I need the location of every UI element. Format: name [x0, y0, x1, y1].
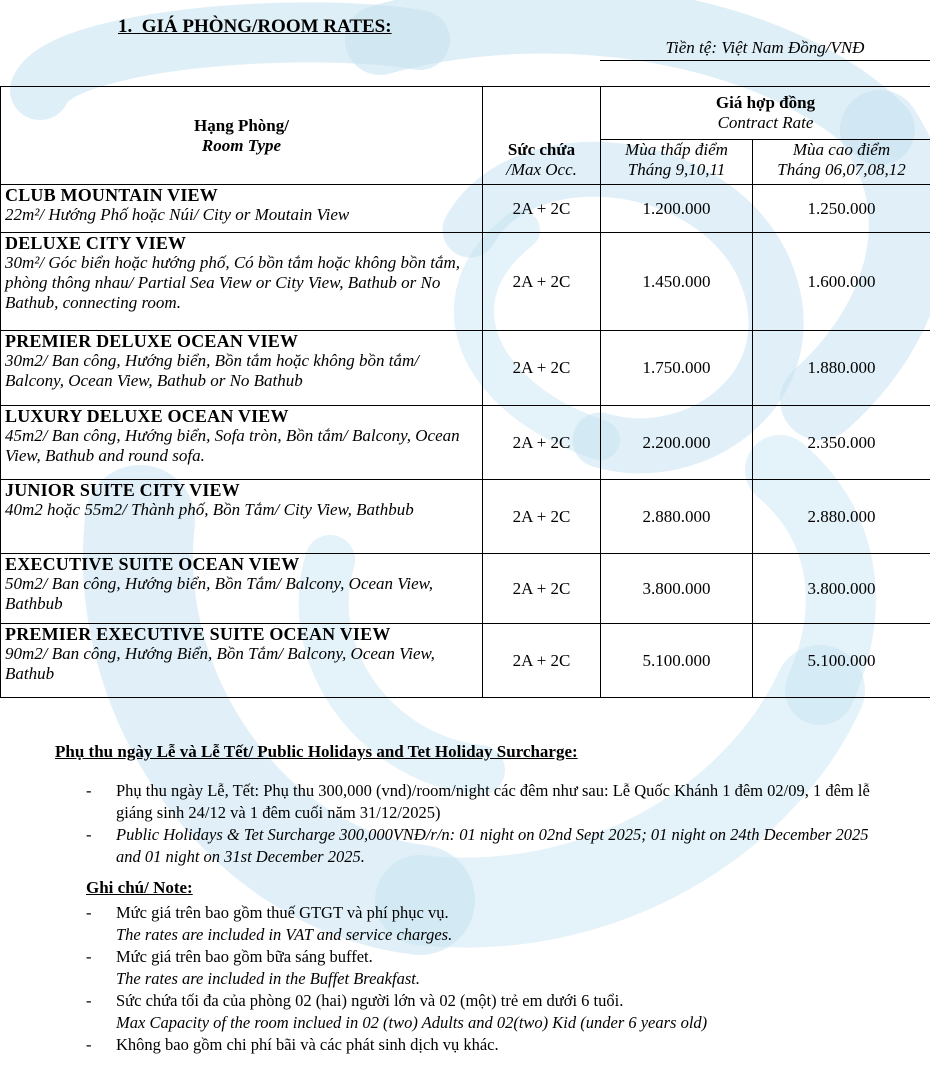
high-season-price: 1.250.000: [753, 185, 930, 233]
high-season-price: 2.880.000: [753, 480, 930, 554]
header-contract-rate: Giá hợp đồng Contract Rate: [601, 87, 930, 140]
note-vi: - Không bao gồm chi phí bãi và các phát sinh dịch vụ khác.: [116, 1035, 499, 1054]
high-season-price: 5.100.000: [753, 624, 930, 698]
room-description: 50m2/ Ban công, Hướng biển, Bồn Tắm/ Balcony, Ocean View, Bathbub: [5, 574, 434, 613]
table-row: [1, 406, 930, 480]
occupancy-cell: 2A + 2C: [483, 554, 601, 624]
room-cell: [1, 624, 483, 698]
occupancy-cell: 2A + 2C: [483, 185, 601, 233]
room-cell: [1, 233, 483, 331]
occupancy-cell: 2A + 2C: [483, 480, 601, 554]
notes-list: [86, 902, 886, 1056]
list-item: [86, 902, 886, 946]
room-name: EXECUTIVE SUITE OCEAN VIEW: [5, 554, 300, 574]
room-description: 30m2/ Ban công, Hướng biển, Bồn tắm hoặc không bồn tắm/ Balcony, Ocean View, Bathub or No Bathub: [5, 351, 420, 390]
note-vi: - Mức giá trên bao gồm thuế GTGT và phí phục vụ.: [116, 903, 449, 922]
room-name: JUNIOR SUITE CITY VIEW: [5, 480, 240, 500]
room-rates-table: [0, 86, 930, 698]
room-cell: [1, 480, 483, 554]
section-number: 1.: [118, 16, 133, 37]
surcharge-list: [86, 780, 886, 868]
table-row: [1, 185, 930, 233]
low-season-price: 1.450.000: [601, 233, 753, 331]
list-item: [86, 946, 886, 990]
table-row: [1, 233, 930, 331]
note-en: The rates are included in VAT and service charges.: [116, 925, 453, 944]
occupancy-cell: 2A + 2C: [483, 406, 601, 480]
room-cell: [1, 554, 483, 624]
low-season-price: 1.200.000: [601, 185, 753, 233]
high-season-price: 1.880.000: [753, 331, 930, 406]
occupancy-cell: 2A + 2C: [483, 624, 601, 698]
low-season-price: 1.750.000: [601, 331, 753, 406]
header-room-type: Hạng Phòng/ Room Type: [1, 87, 483, 185]
list-item: [86, 824, 886, 868]
list-item: [86, 990, 886, 1034]
surcharge-text-vi: - Phụ thu ngày Lễ, Tết: Phụ thu 300,000 (vnd)/room/night các đêm như sau: Lễ Quốc Khánh 1 đêm 02/09, 1 đêm lễ giáng sinh 24/12 và 1 đêm cuối năm 31/12/2025): [116, 781, 870, 822]
list-item: [86, 780, 886, 824]
list-item: [86, 1034, 886, 1056]
high-season-price: 3.800.000: [753, 554, 930, 624]
table-row: [1, 480, 930, 554]
currency-note: Tiền tệ: Việt Nam Đồng/VNĐ: [600, 38, 930, 61]
room-name: CLUB MOUNTAIN VIEW: [5, 185, 218, 205]
room-name: PREMIER DELUXE OCEAN VIEW: [5, 331, 299, 351]
room-name: LUXURY DELUXE OCEAN VIEW: [5, 406, 289, 426]
notes-title: Ghi chú/ Note:: [86, 878, 193, 897]
note-en: Max Capacity of the room inclued in 02 (two) Adults and 02(two) Kid (under 6 years old): [116, 1013, 708, 1032]
occupancy-cell: 2A + 2C: [483, 331, 601, 406]
room-cell: [1, 331, 483, 406]
section-title: [118, 16, 392, 38]
section-heading: GIÁ PHÒNG/ROOM RATES:: [141, 16, 392, 37]
room-description: 40m2 hoặc 55m2/ Thành phố, Bồn Tắm/ City View, Bathbub: [5, 500, 414, 519]
room-cell: [1, 406, 483, 480]
table-row: [1, 624, 930, 698]
surcharge-title: Phụ thu ngày Lễ và Lễ Tết/ Public Holidays and Tet Holiday Surcharge:: [55, 742, 578, 761]
header-occupancy: Sức chứa /Max Occ.: [483, 87, 601, 185]
room-description: 45m2/ Ban công, Hướng biển, Sofa tròn, Bồn tắm/ Balcony, Ocean View, Bathub and round sofa.: [5, 426, 460, 465]
occupancy-cell: 2A + 2C: [483, 233, 601, 331]
note-en: The rates are included in the Buffet Breakfast.: [116, 969, 420, 988]
high-season-price: 2.350.000: [753, 406, 930, 480]
room-description: 22m²/ Hướng Phố hoặc Núi/ City or Moutain View: [5, 205, 350, 224]
high-season-price: 1.600.000: [753, 233, 930, 331]
low-season-price: 2.200.000: [601, 406, 753, 480]
surcharge-text-en: - Public Holidays & Tet Surcharge 300,000VNĐ/r/n: 01 night on 02nd Sept 2025; 01 night on 24th December 2025 and 01 night on 31st December 2025.: [116, 825, 869, 866]
room-description: 30m²/ Góc biển hoặc hướng phố, Có bồn tắm hoặc không bồn tắm, phòng thông nhau/ Partial Sea View or City View, Bathub or No Bathub, connecting room.: [5, 253, 461, 312]
low-season-price: 2.880.000: [601, 480, 753, 554]
header-high-season: Mùa cao điểm Tháng 06,07,08,12: [753, 140, 930, 185]
room-name: DELUXE CITY VIEW: [5, 233, 187, 253]
table-row: [1, 331, 930, 406]
table-row: [1, 554, 930, 624]
note-vi: - Sức chứa tối đa của phòng 02 (hai) người lớn và 02 (một) trẻ em dưới 6 tuổi.: [116, 991, 624, 1010]
room-cell: [1, 185, 483, 233]
low-season-price: 5.100.000: [601, 624, 753, 698]
low-season-price: 3.800.000: [601, 554, 753, 624]
note-vi: - Mức giá trên bao gồm bữa sáng buffet.: [116, 947, 373, 966]
room-description: 90m2/ Ban công, Hướng Biển, Bồn Tắm/ Balcony, Ocean View, Bathub: [5, 644, 435, 683]
room-name: PREMIER EXECUTIVE SUITE OCEAN VIEW: [5, 624, 391, 644]
header-low-season: Mùa thấp điểm Tháng 9,10,11: [601, 140, 753, 185]
